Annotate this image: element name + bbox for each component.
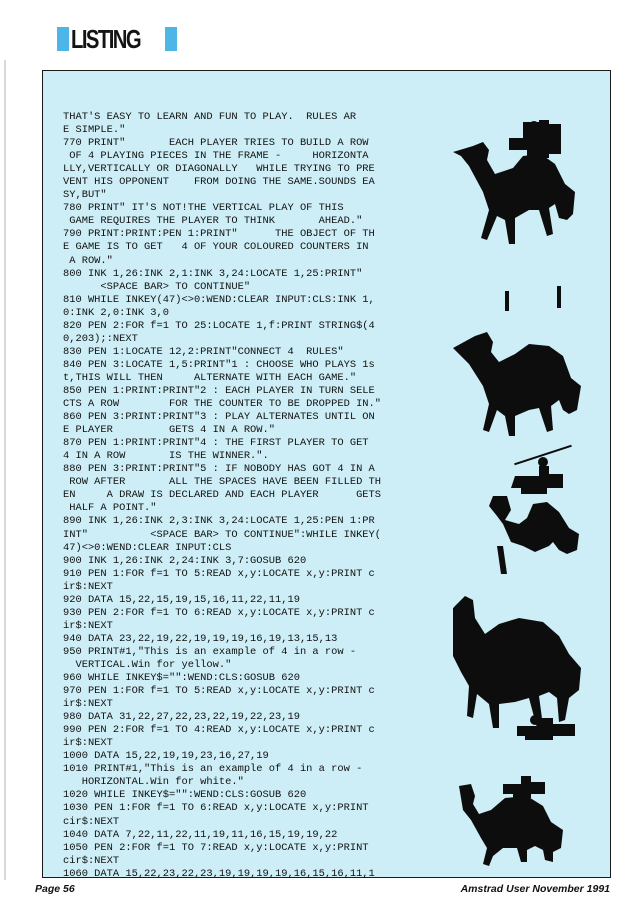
code-line: 970 PEN 1:FOR f=1 TO 5:READ x,y:LOCATE x,y:PRINT c: [63, 685, 375, 698]
code-line: cir$:NEXT: [63, 815, 120, 828]
code-line: SY,BUT": [63, 189, 107, 202]
code-line: VENT HIS OPPONENT FROM DOING THE SAME.SOUNDS EA: [63, 176, 375, 189]
code-line: 1000 DATA 15,22,19,19,23,16,27,19: [63, 750, 269, 763]
code-line: 910 PEN 1:FOR f=1 TO 5:READ x,y:LOCATE x,y:PRINT c: [63, 567, 375, 580]
section-header: [57, 24, 177, 54]
code-line: 890 INK 1,26:INK 2,3:INK 3,24:LOCATE 1,25:PEN 1:PR: [63, 515, 375, 528]
code-line: 820 PEN 2:FOR f=1 TO 25:LOCATE 1,f:PRINT STRING$(4: [63, 319, 375, 332]
rider-figure-icon: [509, 120, 561, 158]
code-line: 780 PRINT" IT'S NOT!THE VERTICAL PLAY OF THIS: [63, 202, 344, 215]
code-line: ir$:NEXT: [63, 619, 113, 632]
code-line: <SPACE BAR> TO CONTINUE": [63, 280, 251, 293]
code-line: 1060 DATA 15,22,23,22,23,19,19,19,19,16,15,16,11,1: [63, 867, 375, 878]
camel-icon: [453, 596, 581, 728]
code-line: 900 INK 1,26:INK 2,24:INK 3,7:GOSUB 620: [63, 554, 307, 567]
camel-icon: [453, 332, 581, 436]
code-line: 850 PEN 1:PRINT:PRINT"2 : EACH PLAYER IN TURN SELE: [63, 384, 375, 397]
code-line: 1010 PRINT#1,"This is an example of 4 in a row -: [63, 763, 363, 776]
code-line: VERTICAL.Win for yellow.": [63, 658, 232, 671]
code-line: ir$:NEXT: [63, 580, 113, 593]
code-line: 950 PRINT#1,"This is an example of 4 in a row -: [63, 645, 357, 658]
code-line: 960 WHILE INKEY$="":WEND:CLS:GOSUB 620: [63, 672, 300, 685]
code-line: 1030 PEN 1:FOR f=1 TO 6:READ x,y:LOCATE x,y:PRINT: [63, 802, 369, 815]
code-line: 940 DATA 23,22,19,22,19,19,19,16,19,13,15,13: [63, 632, 338, 645]
code-line: 810 WHILE INKEY(47)<>0:WEND:CLEAR INPUT:CLS:INK 1,: [63, 293, 375, 306]
code-line: 1020 WHILE INKEY$="":WEND:CLS:GOSUB 620: [63, 789, 307, 802]
code-line: ir$:NEXT: [63, 737, 113, 750]
code-line: 790 PRINT:PRINT:PEN 1:PRINT" THE OBJECT OF TH: [63, 228, 375, 241]
rider-figure-icon: [511, 445, 572, 494]
code-line: 1040 DATA 7,22,11,22,11,19,11,16,15,19,19,22: [63, 828, 338, 841]
listing-panel: [42, 70, 611, 878]
header-accent-right: [165, 27, 177, 51]
code-line: 990 PEN 2:FOR f=1 TO 4:READ x,y:LOCATE x,y:PRINT c: [63, 724, 375, 737]
code-line: 47)<>0:WEND:CLEAR INPUT:CLS: [63, 541, 232, 554]
code-line: 800 INK 1,26:INK 2,1:INK 3,24:LOCATE 1,25:PRINT": [63, 267, 363, 280]
code-line: 830 PEN 1:LOCATE 12,2:PRINT"CONNECT 4 RULES": [63, 345, 344, 358]
code-line: 0,203);:NEXT: [63, 332, 138, 345]
code-line: GAME REQUIRES THE PLAYER TO THINK AHEAD.": [63, 215, 363, 228]
code-line: ir$:NEXT: [63, 698, 113, 711]
page-number: Page 56: [35, 883, 75, 895]
code-line: 770 PRINT" EACH PLAYER TRIES TO BUILD A ROW: [63, 137, 369, 150]
rider-figure-icon: [517, 715, 575, 740]
code-line: E PLAYER GETS 4 IN A ROW.": [63, 424, 276, 437]
code-line: 4 IN A ROW IS THE WINNER.".: [63, 450, 269, 463]
code-line: 870 PEN 1:PRINT:PRINT"4 : THE FIRST PLAYER TO GET: [63, 437, 369, 450]
code-line: cir$:NEXT: [63, 854, 120, 867]
code-line: 840 PEN 3:LOCATE 1,5:PRINT"1 : CHOOSE WHO PLAYS 1s: [63, 358, 375, 371]
code-line: t,THIS WILL THEN ALTERNATE WITH EACH GAME.": [63, 371, 357, 384]
header-accent-left: [57, 27, 69, 51]
camel-icon: [489, 496, 579, 574]
basic-listing: [63, 111, 443, 878]
page-left-edge: [4, 60, 6, 880]
code-line: HORIZONTAL.Win for white.": [63, 776, 244, 789]
rider-figure-icon: [503, 776, 545, 798]
code-line: 0:INK 2,0:INK 3,0: [63, 306, 170, 319]
code-line: E SIMPLE.": [63, 124, 126, 137]
camel-caravan-illustration: [453, 116, 603, 866]
camel-icon: [453, 142, 575, 311]
code-line: CTS A ROW FOR THE COUNTER TO BE DROPPED IN.": [63, 398, 382, 411]
code-line: INT" <SPACE BAR> TO CONTINUE":WHILE INKEY(: [63, 528, 382, 541]
code-line: 1050 PEN 2:FOR f=1 TO 7:READ x,y:LOCATE x,y:PRINT: [63, 841, 369, 854]
magazine-issue: Amstrad User November 1991: [460, 883, 610, 895]
page-title: LISTING: [71, 24, 141, 54]
code-line: EN A DRAW IS DECLARED AND EACH PLAYER GETS: [63, 489, 382, 502]
code-line: 920 DATA 15,22,15,19,15,16,11,22,11,19: [63, 593, 300, 606]
code-line: 930 PEN 2:FOR f=1 TO 6:READ x,y:LOCATE x,y:PRINT c: [63, 606, 375, 619]
code-line: THAT'S EASY TO LEARN AND FUN TO PLAY. RULES AR: [63, 111, 357, 123]
camel-icon: [459, 784, 563, 866]
code-line: HALF A POINT.": [63, 502, 157, 515]
code-line: 980 DATA 31,22,27,22,23,22,19,22,23,19: [63, 711, 300, 724]
code-line: 880 PEN 3:PRINT:PRINT"5 : IF NOBODY HAS GOT 4 IN A: [63, 463, 375, 476]
code-line: LLY,VERTICALLY OR DIAGONALLY WHILE TRYING TO PRE: [63, 163, 375, 176]
code-line: E GAME IS TO GET 4 OF YOUR COLOURED COUNTERS IN: [63, 241, 369, 254]
code-line: OF 4 PLAYING PIECES IN THE FRAME - HORIZONTA: [63, 150, 369, 163]
code-line: 860 PEN 3:PRINT:PRINT"3 : PLAY ALTERNATES UNTIL ON: [63, 411, 375, 424]
code-line: ROW AFTER ALL THE SPACES HAVE BEEN FILLED TH: [63, 476, 382, 489]
code-line: A ROW.": [63, 254, 113, 267]
